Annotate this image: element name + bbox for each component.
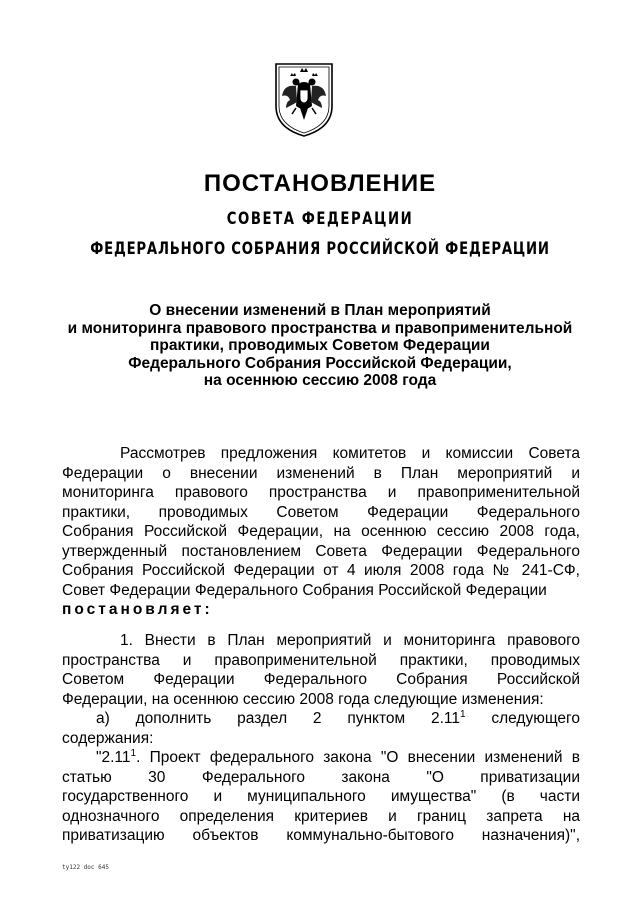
coat-of-arms-icon bbox=[274, 62, 334, 138]
superscript: 1 bbox=[460, 709, 466, 720]
text-line: Федерации о внесении изменений в План мероприятий и bbox=[62, 464, 580, 482]
text-line: государственного и муниципального имущества" (в части bbox=[62, 788, 580, 805]
preamble-paragraph bbox=[62, 444, 580, 620]
subitem-a-text: а) дополнить раздел 2 пунктом 2.11 bbox=[96, 710, 460, 727]
text-line: практики, проводимых Советом Федерации Федерального bbox=[62, 503, 580, 521]
issuer-line-1: СОВЕТА ФЕДЕРАЦИИ bbox=[226, 209, 414, 229]
text-line: пространства и правоприменительной практики, проводимых bbox=[62, 651, 580, 669]
text-line: приватизацию объектов коммунально-бытового назначения)", bbox=[62, 827, 580, 844]
text-line: содержания: bbox=[62, 729, 154, 747]
item-1-paragraph bbox=[62, 631, 580, 846]
subject-line: Федерального Собрания Российской Федерации, bbox=[128, 354, 512, 372]
text-line: Собрания Российской Федерации, на осеннюю сессию 2008 года, bbox=[62, 523, 580, 540]
text-line: Рассмотрев предложения комитетов и комиссии Совета bbox=[120, 445, 580, 462]
text-line: статью 30 Федерального закона "О приватизации bbox=[62, 768, 580, 786]
text-line: Федерации, на осеннюю сессию 2008 года следующие изменения: bbox=[62, 690, 544, 708]
quote-line-rest: . Проект федерального закона "О внесении изменений в bbox=[136, 749, 580, 766]
text-line: Совет Федерации Федерального Собрания Российской Федерации bbox=[62, 581, 547, 599]
subitem-a-end: следующего bbox=[491, 710, 580, 727]
text-line: мониторинга правового пространства и правоприменительной bbox=[62, 484, 580, 501]
superscript: 1 bbox=[130, 748, 137, 759]
footer-file-code: ty122 doc 645 bbox=[62, 864, 109, 871]
subject-line: О внесении изменений в План мероприятий bbox=[149, 302, 491, 319]
text-line: однозначного определения критериев и границ запрета на bbox=[62, 807, 580, 825]
subject-line: на осеннюю сессию 2008 года bbox=[203, 372, 437, 389]
text-line: 1. Внести в План мероприятий и мониторинга правового bbox=[120, 632, 580, 649]
quote-prefix: "2.11 bbox=[96, 749, 131, 766]
subject-line: и мониторинга правового пространства и правоприменительной bbox=[67, 319, 573, 337]
resolves-word: постановляет: bbox=[62, 601, 213, 618]
quote-first-line bbox=[62, 748, 580, 768]
subject-line: практики, проводимых Советом Федерации bbox=[150, 337, 490, 354]
subitem-a-line bbox=[62, 709, 580, 729]
issuer-line-2: ФЕДЕРАЛЬНОГО СОБРАНИЯ РОССИЙСКОЙ ФЕДЕРАЦИИ bbox=[90, 239, 550, 259]
text-line: Советом Федерации Федерального Собрания Российской bbox=[62, 671, 580, 688]
text-line: Собрания Российской Федерации от 4 июля 2008 года № 241-СФ, bbox=[62, 562, 580, 579]
document-subject bbox=[40, 302, 600, 390]
document-title: ПОСТАНОВЛЕНИЕ bbox=[203, 170, 437, 197]
text-line: утвержденный постановлением Совета Федерации Федерального bbox=[62, 542, 580, 560]
